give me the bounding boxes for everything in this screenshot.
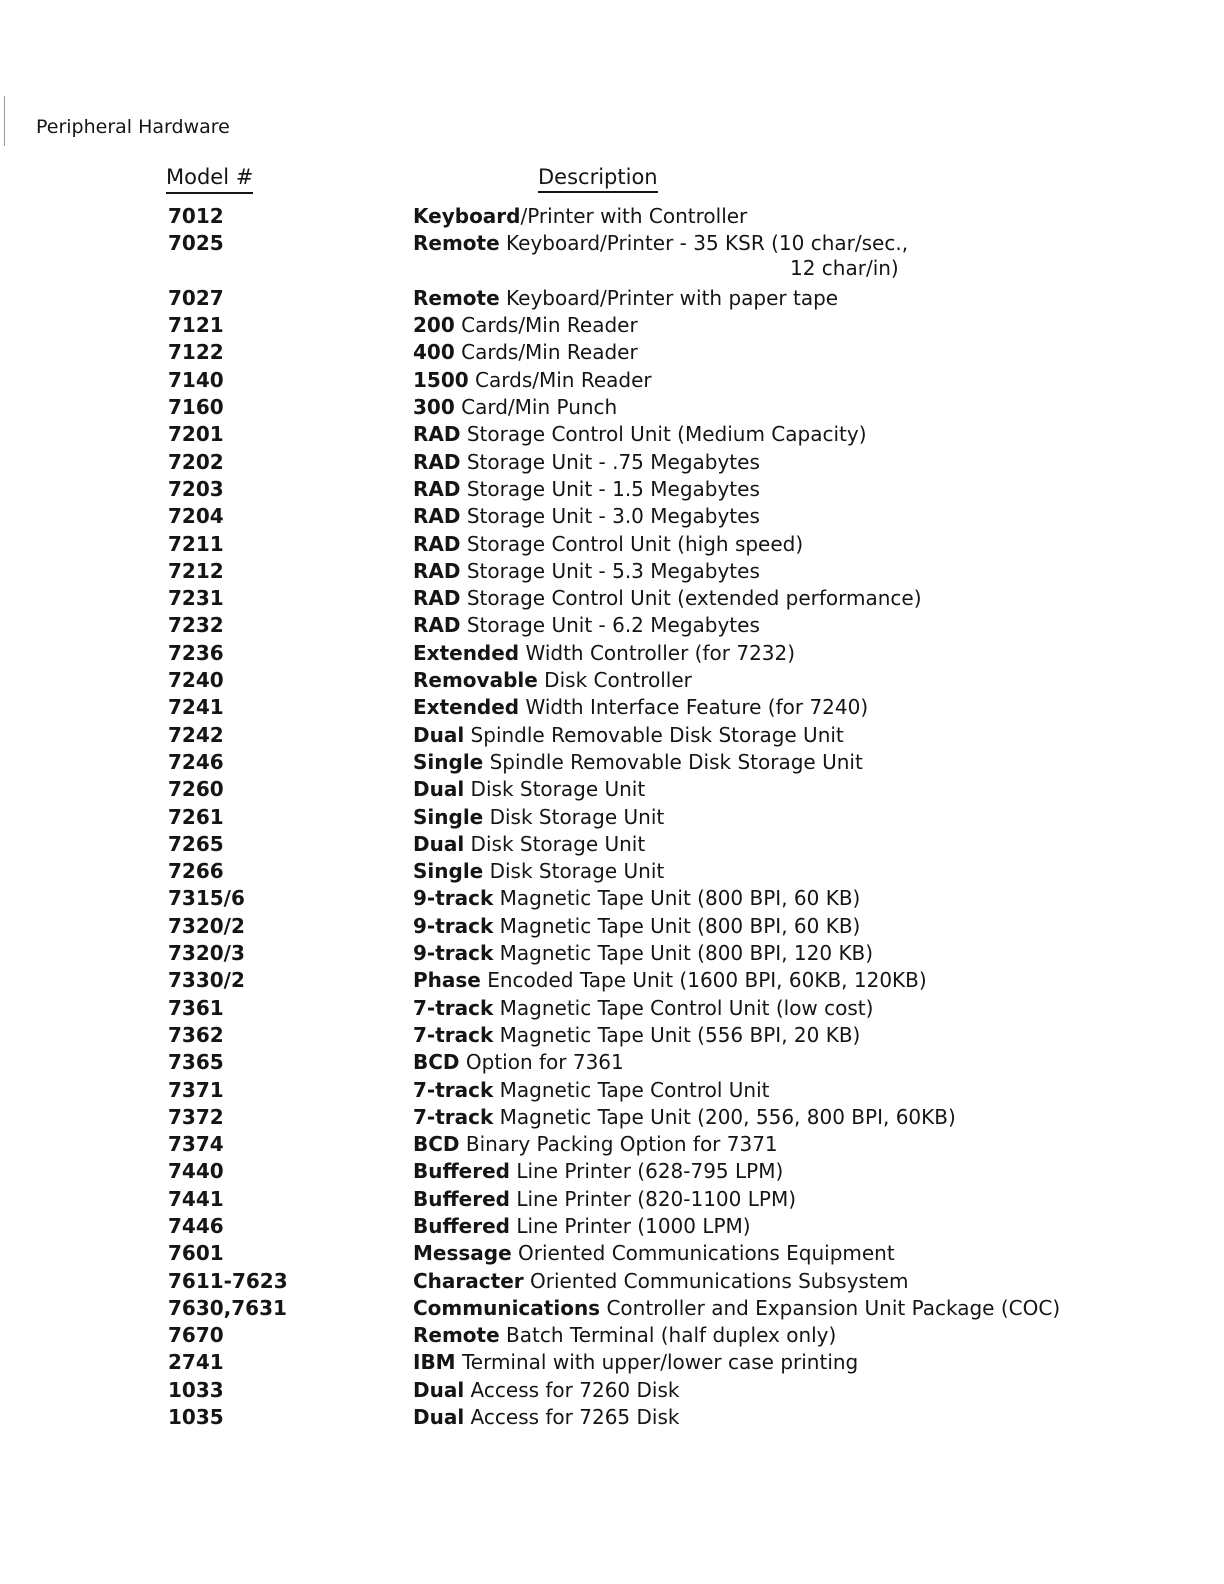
description-text: Access for 7265 Disk	[464, 1405, 680, 1430]
hardware-row	[0, 1104, 1224, 1131]
hardware-row	[0, 885, 1224, 912]
model-description	[413, 612, 760, 639]
hardware-row	[0, 1240, 1224, 1267]
model-number: 7374	[168, 1132, 224, 1157]
model-description	[413, 1104, 956, 1131]
model-number: 7630,7631	[168, 1295, 287, 1320]
model-description	[413, 776, 645, 803]
description-text: Oriented Communications Equipment	[511, 1241, 895, 1266]
model-description	[413, 449, 760, 476]
description-lead-word: 7-track	[413, 1022, 494, 1047]
description-lead-word: 9-track	[413, 913, 494, 938]
model-description	[413, 1213, 751, 1240]
model-number: 7266	[168, 859, 224, 884]
model-number: 7315/6	[168, 886, 245, 911]
description-lead-word: RAD	[413, 449, 461, 474]
model-description	[413, 285, 838, 312]
description-text: Option for 7361	[459, 1050, 624, 1075]
hardware-row	[0, 203, 1224, 230]
hardware-row	[0, 612, 1224, 639]
description-text: Disk Storage Unit	[464, 777, 646, 802]
model-number: 7240	[168, 668, 224, 693]
model-description	[413, 1295, 1060, 1322]
model-description	[413, 203, 747, 230]
hardware-row	[0, 1268, 1224, 1295]
description-text: Cards/Min Reader	[454, 340, 638, 365]
model-description	[413, 1022, 860, 1049]
description-continuation: 12 char/in)	[790, 256, 899, 281]
scan-edge-mark	[4, 96, 5, 146]
description-lead-word: RAD	[413, 422, 461, 447]
model-number: 7440	[168, 1159, 224, 1184]
description-text: Oriented Communications Subsystem	[523, 1268, 909, 1293]
description-lead-word: Keyboard	[413, 204, 521, 228]
hardware-row	[0, 585, 1224, 612]
description-lead-word: Communications	[413, 1295, 601, 1320]
hardware-row	[0, 394, 1224, 421]
model-description	[413, 940, 873, 967]
model-number: 7236	[168, 640, 224, 665]
description-lead-word: Single	[413, 804, 484, 829]
description-lead-word: Dual	[413, 831, 465, 856]
description-text: Magnetic Tape Unit (800 BPI, 60 KB)	[493, 886, 861, 911]
description-text: Magnetic Tape Unit (800 BPI, 120 KB)	[493, 941, 874, 966]
model-number: 7361	[168, 995, 224, 1020]
description-lead-word: Remote	[413, 285, 500, 310]
description-lead-word: Remote	[413, 231, 500, 256]
model-description	[413, 339, 638, 366]
description-lead-word: Buffered	[413, 1159, 510, 1184]
model-number: 7372	[168, 1104, 224, 1129]
model-description	[413, 1131, 778, 1158]
model-number: 1035	[168, 1405, 224, 1430]
description-text: Disk Storage Unit	[483, 859, 665, 884]
model-number: 7160	[168, 395, 224, 420]
description-text: Line Printer (820-1100 LPM)	[510, 1186, 796, 1211]
description-text: Storage Control Unit (high speed)	[460, 531, 804, 556]
model-description	[413, 367, 652, 394]
description-lead-word: Remote	[413, 1323, 500, 1348]
model-number: 7670	[168, 1323, 224, 1348]
model-description	[413, 967, 927, 994]
description-text: Storage Control Unit (extended performance)	[460, 586, 922, 611]
description-text: Storage Unit - 1.5 Megabytes	[460, 476, 760, 501]
model-number: 7121	[168, 313, 224, 338]
model-number: 7601	[168, 1241, 224, 1266]
description-lead-word: Buffered	[413, 1186, 510, 1211]
model-number: 7261	[168, 804, 224, 829]
model-description	[413, 749, 863, 776]
description-lead-word: 7-track	[413, 995, 494, 1020]
model-description	[413, 1049, 624, 1076]
model-number: 7242	[168, 722, 224, 747]
model-number: 2741	[168, 1350, 224, 1375]
description-lead-word: 400	[413, 340, 455, 365]
hardware-list	[0, 203, 1224, 1431]
description-lead-word: RAD	[413, 613, 461, 638]
description-lead-word: BCD	[413, 1050, 460, 1075]
model-number: 7446	[168, 1213, 224, 1238]
description-lead-word: Phase	[413, 968, 481, 993]
hardware-row	[0, 1404, 1224, 1431]
model-description	[413, 1240, 895, 1267]
section-title: Peripheral Hardware	[36, 116, 230, 138]
description-text: Cards/Min Reader	[468, 367, 652, 392]
hardware-row	[0, 804, 1224, 831]
model-number: 7211	[168, 531, 224, 556]
hardware-row	[0, 531, 1224, 558]
hardware-row	[0, 749, 1224, 776]
description-text: Line Printer (628-795 LPM)	[510, 1159, 784, 1184]
description-lead-word: Single	[413, 749, 484, 774]
description-lead-word: Removable	[413, 668, 538, 693]
hardware-row	[0, 858, 1224, 885]
description-text: Line Printer (1000 LPM)	[510, 1213, 751, 1238]
hardware-row	[0, 1022, 1224, 1049]
hardware-row	[0, 339, 1224, 366]
description-lead-word: 200	[413, 313, 455, 338]
description-lead-word: RAD	[413, 531, 461, 556]
description-lead-word: Single	[413, 859, 484, 884]
description-lead-word: RAD	[413, 558, 461, 583]
model-column-header: Model #	[166, 163, 253, 194]
model-description	[413, 804, 664, 831]
description-text: Storage Control Unit (Medium Capacity)	[460, 422, 867, 447]
model-description	[413, 1377, 679, 1404]
model-number: 7320/3	[168, 941, 245, 966]
description-text: Batch Terminal (half duplex only)	[499, 1323, 837, 1348]
model-number: 7441	[168, 1186, 224, 1211]
description-text: Controller and Expansion Unit Package (COC)	[600, 1295, 1061, 1320]
description-text: Keyboard/Printer - 35 KSR (10 char/sec.,	[499, 231, 909, 256]
model-description	[413, 722, 844, 749]
description-text: Disk Storage Unit	[483, 804, 665, 829]
model-description	[413, 531, 803, 558]
description-text: Binary Packing Option for 7371	[459, 1132, 778, 1157]
hardware-row	[0, 1349, 1224, 1376]
model-description	[413, 858, 664, 885]
description-lead-word: IBM	[413, 1350, 456, 1375]
description-lead-word: Extended	[413, 695, 520, 720]
model-description	[413, 1268, 908, 1295]
model-description	[413, 394, 617, 421]
model-description	[413, 831, 645, 858]
description-lead-word: Message	[413, 1241, 512, 1266]
description-lead-word: Dual	[413, 777, 465, 802]
description-text: Terminal with upper/lower case printing	[455, 1350, 859, 1375]
model-description	[413, 1322, 836, 1349]
model-number: 7202	[168, 449, 224, 474]
hardware-row	[0, 1131, 1224, 1158]
hardware-row	[0, 230, 1224, 285]
model-description	[413, 503, 760, 530]
hardware-row	[0, 913, 1224, 940]
description-lead-word: RAD	[413, 504, 461, 529]
hardware-row	[0, 312, 1224, 339]
model-number: 7025	[168, 231, 224, 256]
description-text: Keyboard/Printer with paper tape	[499, 285, 839, 310]
description-lead-word: 7-track	[413, 1104, 494, 1129]
hardware-row	[0, 1322, 1224, 1349]
model-number: 7265	[168, 831, 224, 856]
hardware-row	[0, 1377, 1224, 1404]
hardware-row	[0, 476, 1224, 503]
model-number: 7246	[168, 749, 224, 774]
description-lead-word: Buffered	[413, 1213, 510, 1238]
model-description	[413, 913, 860, 940]
model-number: 7027	[168, 285, 224, 310]
model-number: 7330/2	[168, 968, 245, 993]
hardware-row	[0, 776, 1224, 803]
model-number: 7122	[168, 340, 224, 365]
description-text: Disk Storage Unit	[464, 831, 646, 856]
model-description	[413, 585, 922, 612]
hardware-row	[0, 667, 1224, 694]
hardware-row	[0, 1186, 1224, 1213]
model-number: 7231	[168, 586, 224, 611]
description-text: Cards/Min Reader	[454, 313, 638, 338]
model-description	[413, 1077, 769, 1104]
model-description	[413, 1404, 679, 1431]
description-text: Card/Min Punch	[454, 395, 618, 420]
model-number: 7140	[168, 367, 224, 392]
model-description	[413, 230, 908, 257]
description-text: Width Interface Feature (for 7240)	[519, 695, 869, 720]
hardware-row	[0, 831, 1224, 858]
hardware-row	[0, 285, 1224, 312]
description-lead-word: Character	[413, 1268, 524, 1293]
description-lead-word: 9-track	[413, 941, 494, 966]
description-lead-word: 7-track	[413, 1077, 494, 1102]
description-text: Magnetic Tape Control Unit (low cost)	[493, 995, 874, 1020]
model-number: 7212	[168, 558, 224, 583]
model-description	[413, 421, 867, 448]
model-number: 7371	[168, 1077, 224, 1102]
description-text: Storage Unit - 3.0 Megabytes	[460, 504, 760, 529]
model-description	[413, 1158, 783, 1185]
model-number: 7203	[168, 476, 224, 501]
description-text: Storage Unit - .75 Megabytes	[460, 449, 760, 474]
hardware-row	[0, 995, 1224, 1022]
hardware-row	[0, 367, 1224, 394]
hardware-row	[0, 640, 1224, 667]
description-lead-word: 300	[413, 395, 455, 420]
description-lead-word: RAD	[413, 586, 461, 611]
description-lead-word: 1500	[413, 367, 469, 392]
description-column-header: Description	[538, 163, 658, 193]
hardware-row	[0, 503, 1224, 530]
description-lead-word: 9-track	[413, 886, 494, 911]
description-text: Access for 7260 Disk	[464, 1377, 680, 1402]
description-lead-word: Dual	[413, 722, 465, 747]
description-text: Width Controller (for 7232)	[519, 640, 796, 665]
model-description	[413, 694, 868, 721]
hardware-row	[0, 694, 1224, 721]
description-lead-word: Dual	[413, 1405, 465, 1430]
hardware-row	[0, 1213, 1224, 1240]
description-text: Magnetic Tape Unit (200, 556, 800 BPI, 60KB)	[493, 1104, 956, 1129]
hardware-row	[0, 1295, 1224, 1322]
hardware-row	[0, 967, 1224, 994]
model-number: 7320/2	[168, 913, 245, 938]
model-description	[413, 1186, 796, 1213]
description-lead-word: Dual	[413, 1377, 465, 1402]
hardware-row	[0, 1158, 1224, 1185]
model-description	[413, 667, 692, 694]
description-text: Magnetic Tape Control Unit	[493, 1077, 770, 1102]
description-text: Magnetic Tape Unit (556 BPI, 20 KB)	[493, 1022, 861, 1047]
hardware-row	[0, 558, 1224, 585]
description-lead-word: Extended	[413, 640, 520, 665]
description-text: Spindle Removable Disk Storage Unit	[464, 722, 844, 747]
model-number: 7362	[168, 1022, 224, 1047]
model-description	[413, 640, 795, 667]
hardware-row	[0, 421, 1224, 448]
model-number: 7260	[168, 777, 224, 802]
description-text: /Printer with Controller	[520, 204, 748, 228]
hardware-row	[0, 449, 1224, 476]
description-text: Magnetic Tape Unit (800 BPI, 60 KB)	[493, 913, 861, 938]
hardware-row	[0, 940, 1224, 967]
hardware-row	[0, 1049, 1224, 1076]
model-number: 7201	[168, 422, 224, 447]
hardware-row	[0, 722, 1224, 749]
model-description	[413, 885, 860, 912]
description-text: Storage Unit - 5.3 Megabytes	[460, 558, 760, 583]
description-lead-word: BCD	[413, 1132, 460, 1157]
model-description	[413, 312, 638, 339]
description-text: Encoded Tape Unit (1600 BPI, 60KB, 120KB)	[480, 968, 927, 993]
model-number: 7365	[168, 1050, 224, 1075]
model-number: 1033	[168, 1377, 224, 1402]
description-text: Spindle Removable Disk Storage Unit	[483, 749, 863, 774]
model-description	[413, 476, 760, 503]
hardware-row	[0, 1077, 1224, 1104]
model-number: 7241	[168, 695, 224, 720]
description-text: Disk Controller	[537, 668, 692, 693]
description-lead-word: RAD	[413, 476, 461, 501]
model-number: 7232	[168, 613, 224, 638]
model-number: 7012	[168, 204, 224, 228]
model-description	[413, 1349, 858, 1376]
description-text: Storage Unit - 6.2 Megabytes	[460, 613, 760, 638]
model-description	[413, 558, 760, 585]
model-number: 7611-7623	[168, 1268, 288, 1293]
model-description	[413, 995, 873, 1022]
model-number: 7204	[168, 504, 224, 529]
